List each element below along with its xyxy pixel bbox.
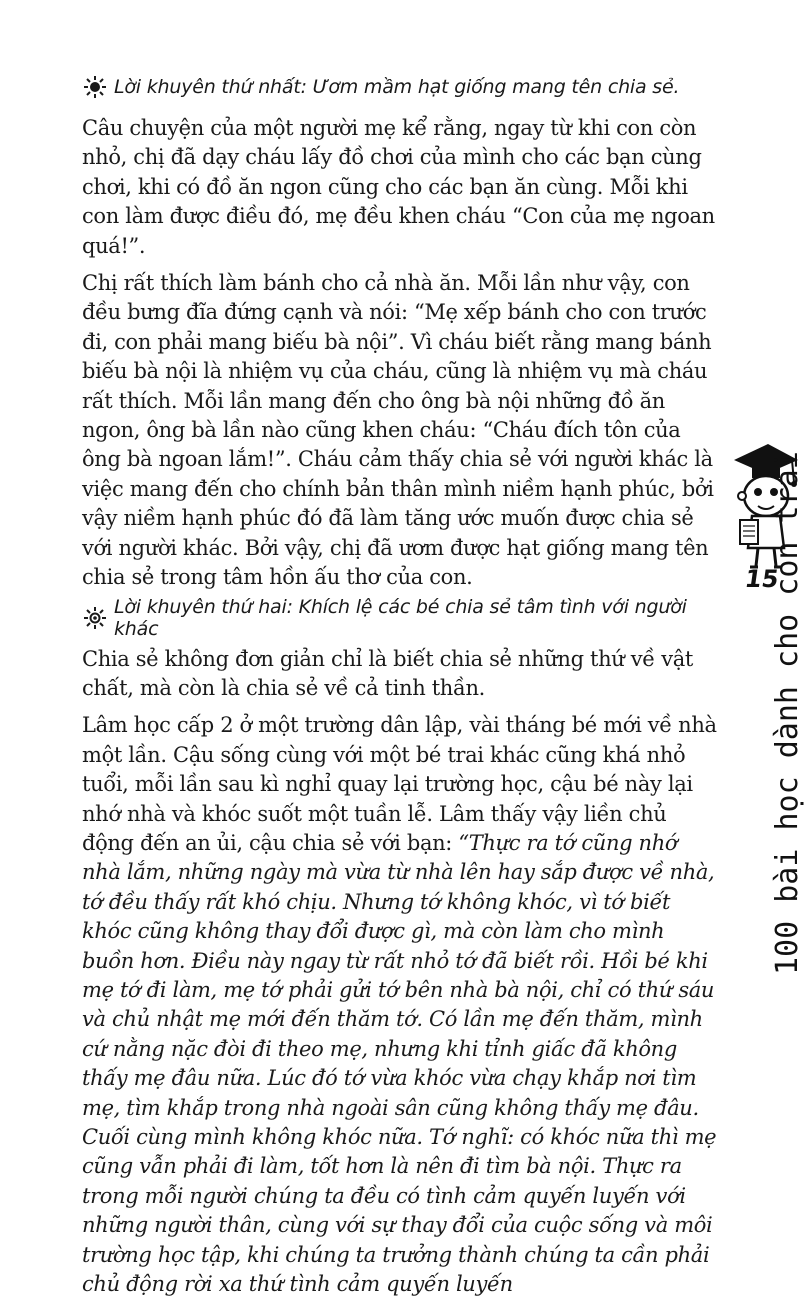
paragraph-1: Câu chuyện của một người mẹ kể rằng, ngay từ khi con còn nhỏ, chị đã dạy cháu lấy đồ chơi của mình cho các bạn cùng chơi, khi có đồ ăn ngon cũng cho các bạn ăn cùng. Mỗi khi con làm được điều đó, mẹ đều khen cháu “Con của mẹ ngoan quá!”.: [82, 116, 715, 258]
tip-title-2: Lời khuyên thứ hai: Khích lệ các bé chia sẻ tâm tình với người khác: [114, 595, 687, 640]
page-number: 15: [743, 565, 781, 593]
tip-heading-1: [84, 70, 722, 104]
paragraph-4-quote: “Thực ra tớ cũng nhớ nhà lắm, những ngày mà vừa từ nhà lên hay sắp được về nhà, tớ đều thấy rất khó chịu. Nhưng tớ không khóc, vì tớ biết khóc cũng không thay đổi được gì, mà còn làm cho mình buồn hơn. Điều này ngay từ rất nhỏ tớ đã biết rồi. Hồi bé khi mẹ tớ đi làm, mẹ tớ phải gửi tớ bên nhà bà nội, chỉ có thứ sáu và chủ nhật mẹ mới đến thăm tớ. Có lần mẹ đến thăm, mình cứ nằng nặc đòi đi theo mẹ, nhưng khi tỉnh giấc đã không thấy mẹ đâu nữa. Lúc đó tớ vừa khóc vừa chạy khắp nơi tìm mẹ, tìm khắp trong nhà ngoài sân cũng không thấy mẹ đâu. Cuối cùng mình không khóc nữa. Tớ nghĩ: có khóc nữa thì mẹ cũng vẫn phải đi làm, tốt hơn là nên đi tìm bà nội. Thực ra trong mỗi người chúng ta đều có tình cảm quyến luyến với những người thân, cùng với sự thay đổi của cuộc sống và môi trường học tập, khi chúng ta trưởng thành chúng ta cần phải chủ động rời xa thứ tình cảm quyến luyến: [82, 830, 717, 1297]
paragraph-4-lead: Lâm học cấp 2 ở một trường dân lập, vài tháng bé mới về nhà một lần. Cậu sống cùng với một bé trai khác cũng khá nhỏ tuổi, mỗi lần sau kì nghỉ quay lại trường học, cậu bé này lại nhớ nhà và khóc suốt một tuần lễ. Lâm thấy vậy liền chủ động đến an ủi, cậu chia sẻ với bạn:: [82, 713, 717, 855]
series-title-vertical: 100 bài học dành cho con trai: [770, 451, 805, 975]
paragraph-3: Chia sẻ không đơn giản chỉ là biết chia sẻ những thứ về vật chất, mà còn là chia sẻ về cả tinh thần.: [82, 646, 693, 700]
sun-bullet-icon: [84, 607, 106, 629]
tip-title-1: Lời khuyên thứ nhất: Ươm mầm hạt giống mang tên chia sẻ.: [114, 76, 680, 98]
sun-bullet-icon: [84, 76, 106, 98]
paragraph-4: [82, 711, 722, 1299]
tip-heading-2: [84, 595, 722, 640]
paragraph-2: Chị rất thích làm bánh cho cả nhà ăn. Mỗi lần như vậy, con đều bưng đĩa đứng cạnh và nói: “Mẹ xếp bánh cho con trước đi, con phải mang biếu bà nội”. Vì cháu biết rằng mang bánh biếu bà nội là nhiệm vụ của cháu, cũng là nhiệm vụ mà cháu rất thích. Mỗi lần mang đến cho ông bà nội những đồ ăn ngon, ông bà lần nào cũng khen cháu: “Cháu đích tôn của ông bà ngoan lắm!”. Cháu cảm thấy chia sẻ với người khác là việc mang đến cho chính bản thân mình niềm hạnh phúc, bởi vậy niềm hạnh phúc đó đã làm tăng ước muốn được chia sẻ với người khác. Bởi vậy, chị đã ươm được hạt giống mang tên chia sẻ trong tâm hồn ấu thơ của con.: [82, 271, 714, 590]
text-column: [82, 70, 722, 1307]
